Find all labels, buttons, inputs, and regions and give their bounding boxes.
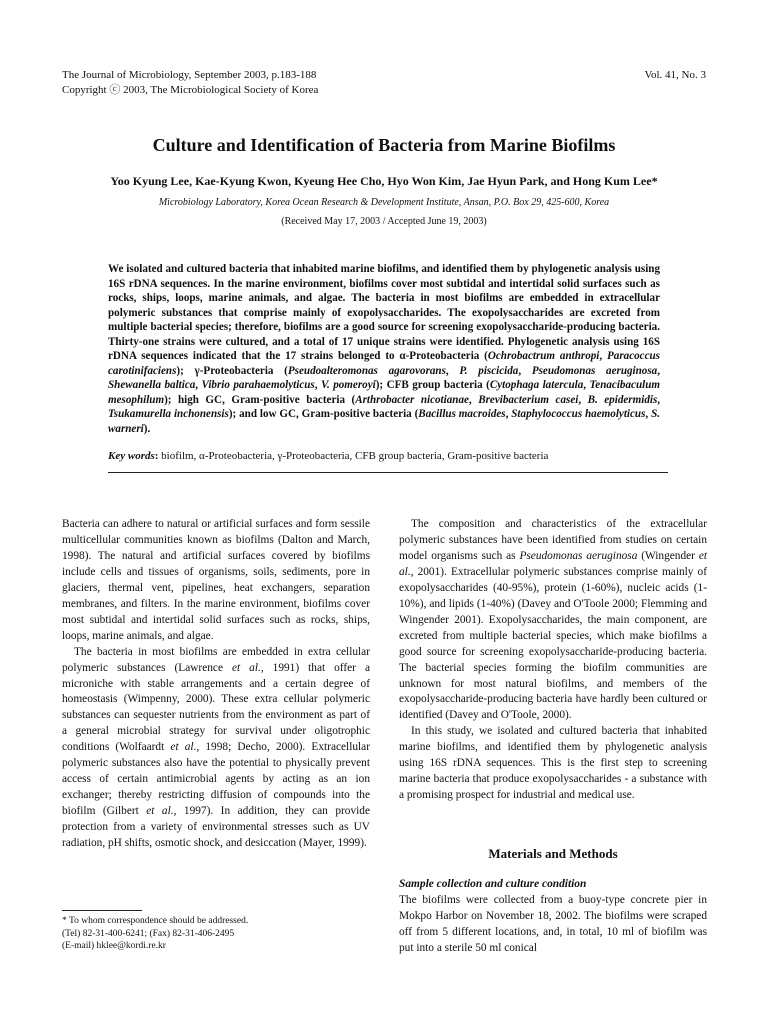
- footnote-divider: [62, 910, 142, 911]
- phone-fax: (Tel) 82-31-400-6241; (Fax) 82-31-406-2495: [62, 928, 235, 939]
- affiliation: Microbiology Laboratory, Korea Ocean Research & Development Institute, Ansan, P.O. Box 29, 425-600, Korea: [158, 197, 610, 208]
- subsection-heading: Sample collection and culture condition: [399, 878, 587, 890]
- volume-label: Vol. 41, No. 3: [644, 69, 706, 81]
- intro-paragraph-3: The composition and characteristics of the extracellular polymeric substances have been identified from studies on certain model organisms such as Pseudomonas aeruginosa (Wingender et al., 2001). Extracellular polymeric substances comprise mainly of exopolysaccharides (40-95%), protein (1-60%), nucleic acids (1-10%), and lipids (1-40%) (Davey and O'Toole 2000; Flemming and Wingender 2001). Exopolysaccharides, the main component, are excreted from multiple bacterial species, which make biofilms a good source for screening exopolysaccharide-producing bacteria. The bacterial species forming the biofilm communities are unknown for most natural biofilms, and members of the exopolysaccharide-producing bacteria have hardly been cultured or identified (Davey and O'Toole, 2000).: [399, 518, 707, 722]
- article-title: Culture and Identification of Bacteria from Marine Biofilms: [152, 135, 616, 155]
- abstract-divider: [108, 472, 668, 473]
- correspondence-note: * To whom correspondence should be addressed.: [62, 916, 249, 926]
- keywords-label: Key words: [108, 450, 155, 462]
- footnote: [62, 915, 248, 953]
- methods-paragraph: The biofilms were collected from a buoy-type concrete pier in Mokpo Harbor on November 18, 2002. The biofilms were scraped off from 5 different locations, and, in total, 10 ml of biofilm was put into a sterile 50 ml conical: [399, 894, 707, 954]
- journal-header: [62, 68, 318, 98]
- left-column: [62, 517, 370, 852]
- journal-citation: The Journal of Microbiology, September 2003, p.183-188: [62, 69, 317, 81]
- intro-paragraph-2: The bacteria in most biofilms are embedded in extra cellular polymeric substances (Lawrence et al., 1991) that offer a microniche with stable arrangements and a certain degree of homeostasis (Wimpenny, 2000). These extra cellular polymeric substances can sequester nutrients from the environment as part of a general microbial strategy for survival under oligotrophic conditions (Wolfaardt et al., 1998; Decho, 2000). Extracellular polymeric substances also have the potential to physically prevent access of certain antimicrobial agents by acting as an ion exchanger; thereby restricting diffusion of compounds into the biofilm (Gilbert et al., 1997). In addition, they can provide protection from a variety of environmental stresses such as UV radiation, pH shifts, osmotic shock, and desiccation (Mayer, 1999).: [62, 645, 370, 850]
- email: (E-mail) hklee@kordi.re.kr: [62, 941, 166, 951]
- abstract: We isolated and cultured bacteria that inhabited marine biofilms, and identified them by phylogenetic analysis using 16S rDNA sequences. In the marine environment, biofilms cover most subtidal and intertidal solid surfaces such as rocks, ships, loops, marine animals, and algae. The bacteria in most biofilms are embedded in extracellular polymeric substances that comprise mainly of exopolysaccharides. The exopolysaccharides are excreted from multiple bacterial species; therefore, biofilms are a good source for screening exopolysaccharide-producing bacteria. Thirty-one strains were cultured, and a total of 17 unique strains were identified. Phylogenetic analysis using 16S rDNA sequences indicated that the 17 strains belonged to α-Proteobacteria (Ochrobactrum anthropi, Paracoccus carotinifaciens); γ-Proteobacteria (Pseudoalteromonas agarovorans, P. piscicida, Pseudomonas aeruginosa, Shewanella baltica, Vibrio parahaemolyticus, V. pomeroyi); CFB group bacteria (Cytophaga latercula, Tenacibaculum mesophilum); high GC, Gram-positive bacteria (Arthrobacter nicotianae, Brevibacterium casei, B. epidermidis, Tsukamurella inchonensis); and low GC, Gram-positive bacteria (Bacillus macroides, Staphylococcus haemolyticus, S. warneri).: [108, 263, 661, 436]
- section-heading: Materials and Methods: [488, 846, 618, 861]
- copyright-line: Copyright ⓒ 2003, The Microbiological Society of Korea: [62, 84, 319, 96]
- intro-paragraph-4: In this study, we isolated and cultured bacteria that inhabited marine biofilms, and identified them by phylogenetic analysis using 16S rDNA sequences. This is the first step to screening marine bacteria that produce exopolysaccharides - a substance with a promising prospect for industrial and medical use.: [399, 725, 707, 802]
- author-list: Yoo Kyung Lee, Kae-Kyung Kwon, Kyeung Hee Cho, Hyo Won Kim, Jae Hyun Park, and Hong Kum Lee*: [110, 174, 658, 188]
- keywords-text: biofilm, α-Proteobacteria, γ-Proteobacteria, CFB group bacteria, Gram-positive bacteria: [161, 450, 549, 462]
- right-column: [399, 517, 707, 804]
- keywords-line: Key words: biofilm, α-Proteobacteria, γ-Proteobacteria, CFB group bacteria, Gram-positive bacteria: [108, 450, 549, 462]
- intro-paragraph-1: Bacteria can adhere to natural or artificial surfaces and form sessile multicellular communities known as biofilms (Dalton and March, 1998). The natural and artificial surfaces covered by biofilms include cells and tissues of organisms, soils, sediments, pore in glaciers, thermal vent, pipelines, heat exchangers, separation membranes, and filters. In the marine environment, biofilms cover most subtidal and intertidal solid surfaces such as rocks, ships, loops, marine animals, and algae.: [62, 518, 370, 642]
- received-dates: (Received May 17, 2003 / Accepted June 19, 2003): [281, 216, 487, 227]
